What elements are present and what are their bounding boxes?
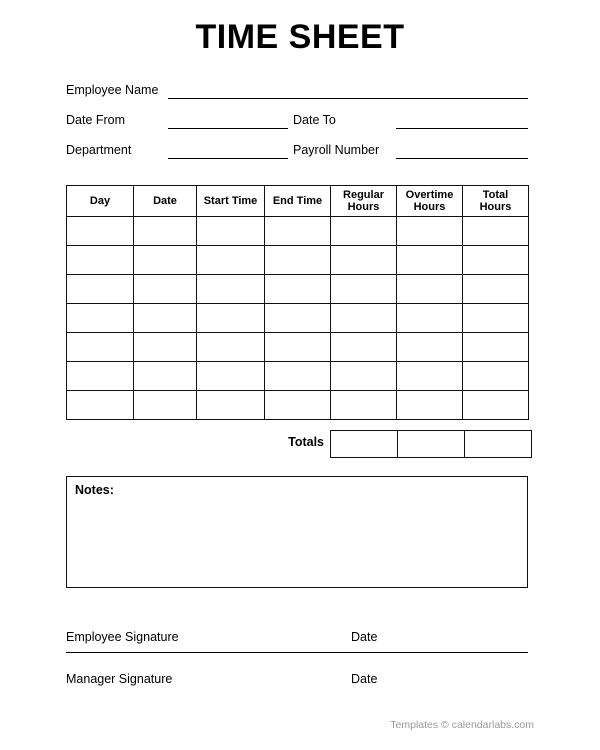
cell-start-time[interactable] xyxy=(197,333,265,362)
cell-start-time[interactable] xyxy=(197,217,265,246)
header-line: Overtime xyxy=(405,189,454,201)
header-line: Regular xyxy=(343,189,384,201)
date-from-input[interactable] xyxy=(168,128,288,129)
cell-overtime-hours[interactable] xyxy=(397,246,463,275)
cell-total-hours[interactable] xyxy=(463,391,529,420)
cell-overtime-hours[interactable] xyxy=(397,362,463,391)
employee-info-form xyxy=(66,80,528,170)
cell-end-time[interactable] xyxy=(265,246,331,275)
header-line: Total xyxy=(482,189,509,201)
totals-total-hours[interactable] xyxy=(465,431,532,458)
date-to-input[interactable] xyxy=(396,128,528,129)
notes-box[interactable] xyxy=(66,476,528,588)
cell-total-hours[interactable] xyxy=(463,246,529,275)
cell-regular-hours[interactable] xyxy=(331,391,397,420)
hours-table xyxy=(66,185,529,420)
notes-label: Notes: xyxy=(75,483,114,497)
cell-day[interactable] xyxy=(67,391,134,420)
table-row xyxy=(67,333,529,362)
cell-day[interactable] xyxy=(67,275,134,304)
page-title: TIME SHEET xyxy=(195,18,405,56)
table-row xyxy=(67,246,529,275)
column-header-start-time xyxy=(197,186,265,217)
header-line: Day xyxy=(89,195,111,207)
table-row xyxy=(67,362,529,391)
column-header-day xyxy=(67,186,134,217)
column-header-total-hours xyxy=(463,186,529,217)
totals-section xyxy=(66,430,528,458)
cell-date[interactable] xyxy=(134,333,197,362)
header-line: Hours xyxy=(479,201,512,213)
cell-start-time[interactable] xyxy=(197,275,265,304)
cell-day[interactable] xyxy=(67,362,134,391)
cell-start-time[interactable] xyxy=(197,362,265,391)
cell-overtime-hours[interactable] xyxy=(397,333,463,362)
table-body xyxy=(67,217,529,420)
date-range-row xyxy=(66,110,528,140)
cell-overtime-hours[interactable] xyxy=(397,275,463,304)
cell-overtime-hours[interactable] xyxy=(397,217,463,246)
cell-regular-hours[interactable] xyxy=(331,304,397,333)
cell-overtime-hours[interactable] xyxy=(397,304,463,333)
table-header-row xyxy=(67,186,529,217)
cell-total-hours[interactable] xyxy=(463,333,529,362)
header-line: Start Time xyxy=(203,195,258,207)
manager-signature-row xyxy=(66,672,528,694)
table-row xyxy=(67,217,529,246)
date-to-label: Date To xyxy=(293,113,336,127)
cell-start-time[interactable] xyxy=(197,391,265,420)
totals-row xyxy=(331,431,532,458)
header-line: Hours xyxy=(347,201,380,213)
cell-overtime-hours[interactable] xyxy=(397,391,463,420)
payroll-number-label: Payroll Number xyxy=(293,143,380,157)
employee-signature-line[interactable] xyxy=(66,652,528,653)
cell-day[interactable] xyxy=(67,246,134,275)
cell-total-hours[interactable] xyxy=(463,362,529,391)
cell-regular-hours[interactable] xyxy=(331,275,397,304)
cell-date[interactable] xyxy=(134,275,197,304)
department-label: Department xyxy=(66,143,132,157)
date-from-label: Date From xyxy=(66,113,126,127)
header-line: Date xyxy=(153,195,177,207)
cell-date[interactable] xyxy=(134,217,197,246)
totals-overtime-hours[interactable] xyxy=(398,431,465,458)
employee-name-label: Employee Name xyxy=(66,83,159,97)
cell-start-time[interactable] xyxy=(197,304,265,333)
totals-table xyxy=(330,430,532,458)
cell-total-hours[interactable] xyxy=(463,275,529,304)
cell-regular-hours[interactable] xyxy=(331,217,397,246)
header-line: End Time xyxy=(272,195,323,207)
employee-signature-date-label: Date xyxy=(351,630,378,644)
header-line: Hours xyxy=(413,201,446,213)
cell-day[interactable] xyxy=(67,333,134,362)
cell-total-hours[interactable] xyxy=(463,304,529,333)
column-header-end-time xyxy=(265,186,331,217)
cell-end-time[interactable] xyxy=(265,275,331,304)
cell-end-time[interactable] xyxy=(265,304,331,333)
cell-end-time[interactable] xyxy=(265,333,331,362)
employee-signature-label: Employee Signature xyxy=(66,630,179,644)
cell-date[interactable] xyxy=(134,246,197,275)
table-row xyxy=(67,391,529,420)
totals-label: Totals xyxy=(288,435,324,449)
department-row xyxy=(66,140,528,170)
department-input[interactable] xyxy=(168,158,288,159)
cell-start-time[interactable] xyxy=(197,246,265,275)
cell-total-hours[interactable] xyxy=(463,217,529,246)
cell-date[interactable] xyxy=(134,362,197,391)
employee-name-row xyxy=(66,80,528,110)
column-header-overtime-hours xyxy=(397,186,463,217)
manager-signature-date-label: Date xyxy=(351,672,378,686)
employee-signature-row xyxy=(66,630,528,652)
manager-signature-label: Manager Signature xyxy=(66,672,173,686)
cell-end-time[interactable] xyxy=(265,391,331,420)
cell-date[interactable] xyxy=(134,391,197,420)
payroll-number-input[interactable] xyxy=(396,158,528,159)
column-header-regular-hours xyxy=(331,186,397,217)
cell-regular-hours[interactable] xyxy=(331,362,397,391)
cell-regular-hours[interactable] xyxy=(331,333,397,362)
cell-end-time[interactable] xyxy=(265,362,331,391)
totals-regular-hours[interactable] xyxy=(331,431,398,458)
table-row xyxy=(67,304,529,333)
cell-day[interactable] xyxy=(67,217,134,246)
employee-name-input[interactable] xyxy=(168,98,528,99)
cell-day[interactable] xyxy=(67,304,134,333)
footer-credit: Templates © calendarlabs.com xyxy=(390,719,534,731)
cell-regular-hours[interactable] xyxy=(331,246,397,275)
table-row xyxy=(67,275,529,304)
column-header-date xyxy=(134,186,197,217)
cell-end-time[interactable] xyxy=(265,217,331,246)
cell-date[interactable] xyxy=(134,304,197,333)
signature-section xyxy=(66,630,528,694)
